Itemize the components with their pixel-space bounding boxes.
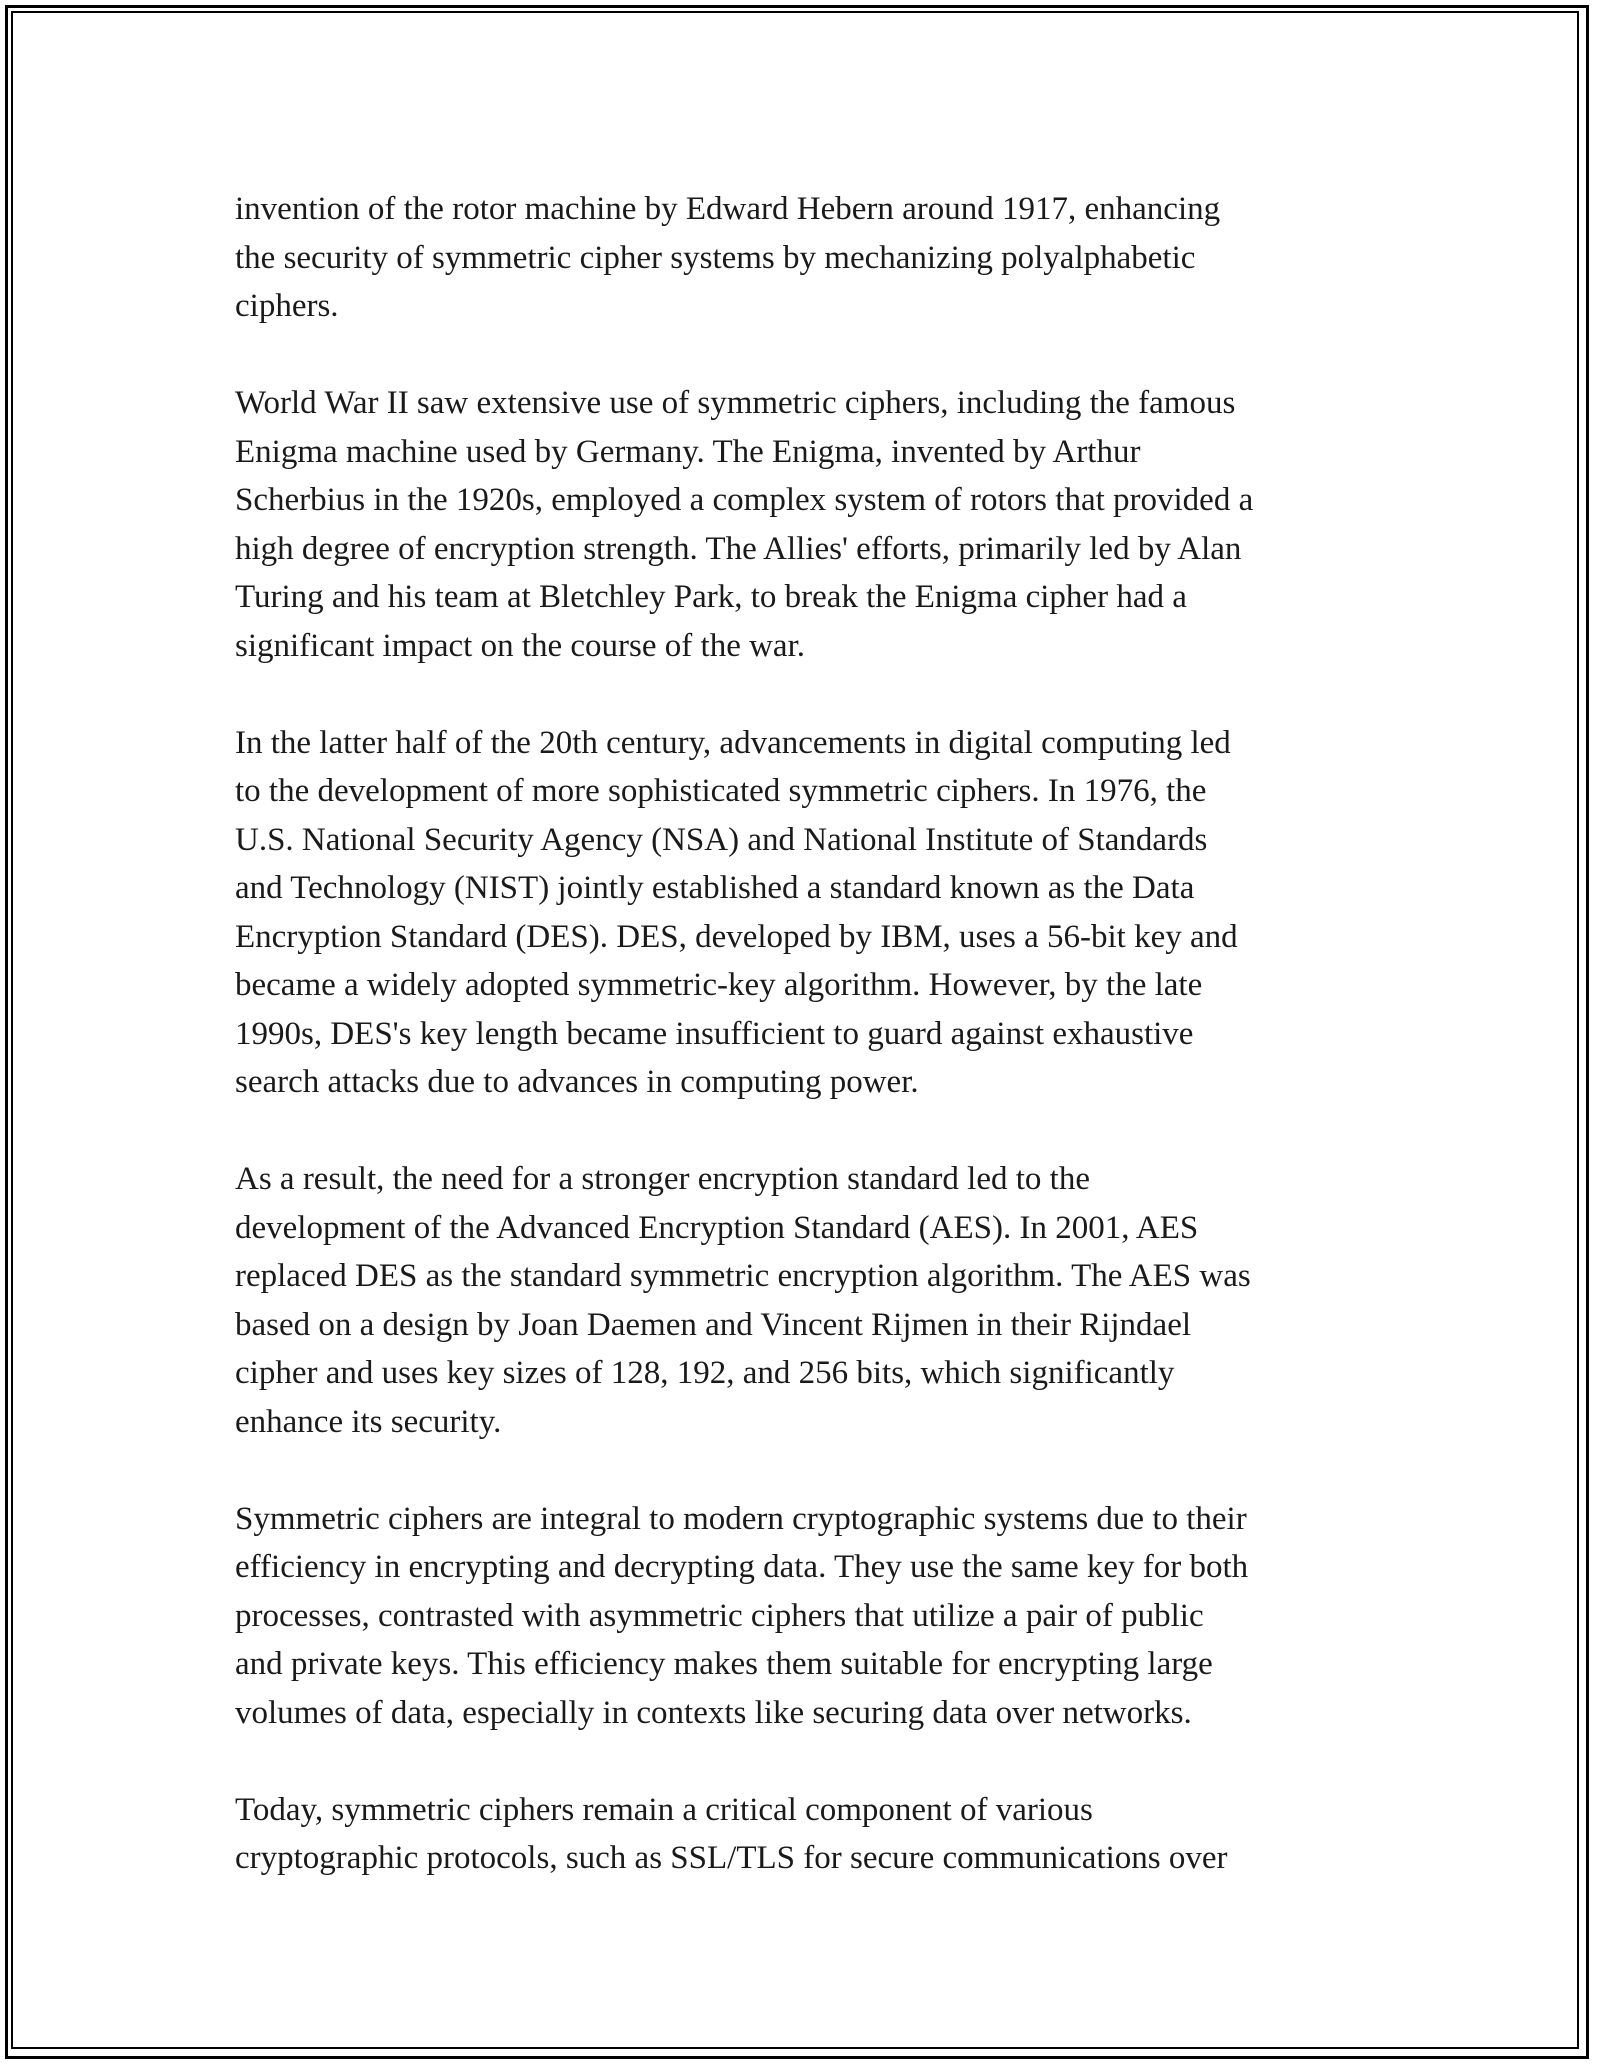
text-line: Scherbius in the 1920s, employed a complex system of rotors that provided a [235,482,1254,518]
text-line: and private keys. This efficiency makes them suitable for encrypting large [235,1646,1213,1682]
paragraph [235,379,1370,670]
paragraph [235,719,1370,1107]
text-line: 1990s, DES's key length became insufficient to guard against exhaustive [235,1015,1194,1052]
text-line: cryptographic protocols, such as SSL/TLS for secure communications over [235,1840,1228,1876]
text-line: invention of the rotor machine by Edward Hebern around 1917, enhancing [235,191,1221,227]
text-line: As a result, the need for a stronger encryption standard led to the [235,1161,1090,1197]
text-line: In the latter half of the 20th century, advancements in digital computing led [235,724,1231,761]
paragraph [235,185,1370,331]
text-line: U.S. National Security Agency (NSA) and National Institute of Standards [235,821,1208,858]
text-line: became a widely adopted symmetric-key algorithm. However, by the late [235,967,1203,1003]
text-line: based on a design by Joan Daemen and Vincent Rijmen in their Rijndael [235,1306,1192,1343]
paragraph [235,1786,1370,1883]
paragraph [235,1155,1370,1446]
document-body [235,185,1370,1883]
text-line: Encryption Standard (DES). DES, developed by IBM, uses a 56-bit key and [235,918,1238,955]
text-line: volumes of data, especially in contexts like securing data over networks. [235,1694,1192,1731]
text-line: replaced DES as the standard symmetric encryption algorithm. The AES was [235,1258,1251,1294]
text-line: and Technology (NIST) jointly established a standard known as the Data [235,870,1195,906]
text-line: Symmetric ciphers are integral to modern cryptographic systems due to their [235,1500,1247,1537]
text-line: high degree of encryption strength. The Allies' efforts, primarily led by Alan [235,530,1242,567]
text-line: Today, symmetric ciphers remain a critical component of various [235,1791,1093,1828]
text-line: Enigma machine used by Germany. The Enigma, invented by Arthur [235,433,1141,470]
text-line: processes, contrasted with asymmetric ciphers that utilize a pair of public [235,1597,1204,1634]
text-line: Turing and his team at Bletchley Park, to break the Enigma cipher had a [235,579,1187,615]
text-line: the security of symmetric cipher systems by mechanizing polyalphabetic [235,239,1196,276]
text-line: significant impact on the course of the war. [235,627,805,664]
text-line: World War II saw extensive use of symmetric ciphers, including the famous [235,385,1236,421]
text-line: ciphers. [235,288,339,324]
text-line: to the development of more sophisticated symmetric ciphers. In 1976, the [235,773,1207,809]
text-line: development of the Advanced Encryption Standard (AES). In 2001, AES [235,1209,1199,1246]
text-line: enhance its security. [235,1403,502,1440]
paragraph [235,1495,1370,1738]
text-line: search attacks due to advances in computing power. [235,1064,919,1100]
text-line: cipher and uses key sizes of 128, 192, and 256 bits, which significantly [235,1355,1175,1391]
text-line: efficiency in encrypting and decrypting data. They use the same key for both [235,1549,1249,1585]
